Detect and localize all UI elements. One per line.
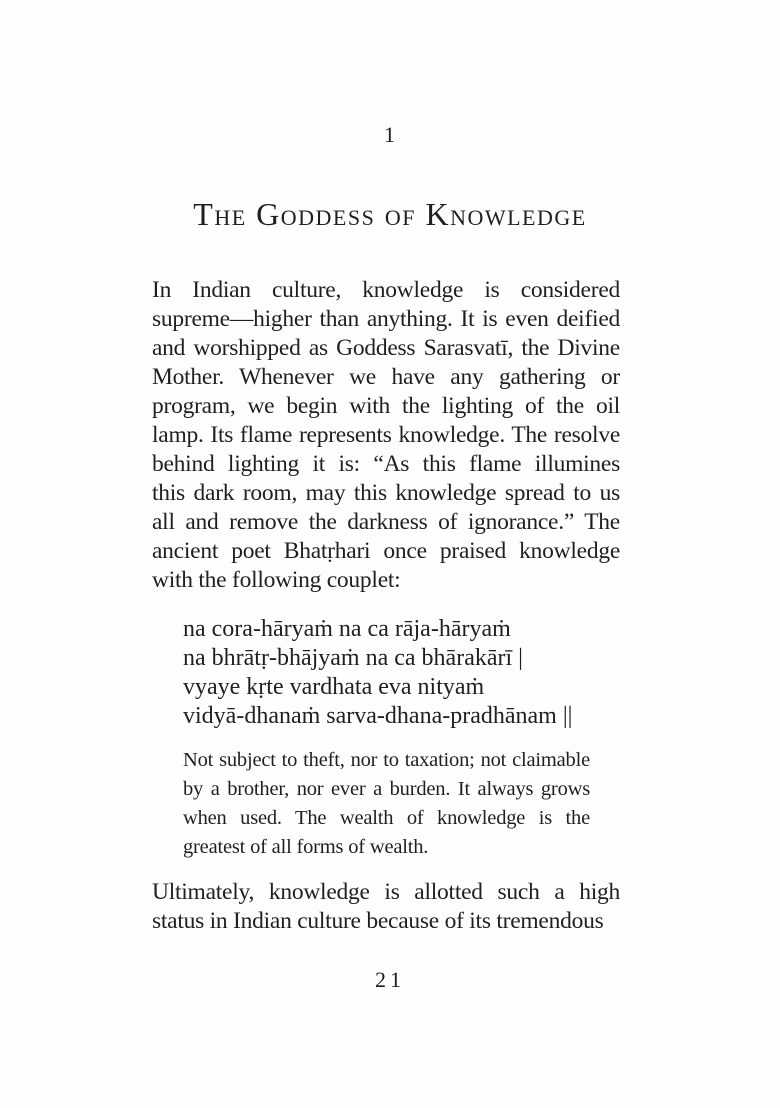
text-line: all and remove the darkness of ignorance.” The [152,509,620,535]
text-line: lamp. Its flame represents knowledge. The resolve [152,422,620,448]
text-line: Not subject to theft, nor to taxation; not claimable [183,749,590,771]
text-line: by a brother, nor ever a burden. It always grows [183,778,590,800]
body-paragraph-1 [152,276,620,595]
chapter-title: The Goddess of Knowledge [193,196,587,232]
text-line: na bhrātṛ-bhājyaṁ na ca bhārakārī | [183,645,523,671]
chapter-number: 1 [384,122,396,147]
text-line: this dark room, may this knowledge spread to us [152,480,620,506]
text-line: with the following couplet: [152,567,401,593]
text-line: supreme—higher than anything. It is even deified [152,306,620,332]
text-line: In Indian culture, knowledge is considered [152,277,620,303]
text-line: status in Indian culture because of its tremendous [152,908,604,934]
text-line: vyaye kṛte vardhata eva nityaṁ [183,674,485,700]
text-column [152,276,620,936]
verse-translation [183,746,590,862]
text-line: greatest of all forms of wealth. [183,836,429,858]
body-paragraph-2 [152,878,620,936]
text-line: ancient poet Bhatṛhari once praised knowledge [152,538,620,564]
text-line: program, we begin with the lighting of the oil [152,393,620,419]
text-line: Mother. Whenever we have any gathering or [152,364,620,390]
page-number: 21 [375,967,405,992]
text-line: na cora-hāryaṁ na ca rāja-hāryaṁ [183,616,511,642]
text-line: when used. The wealth of knowledge is the [183,807,590,829]
text-line: and worshipped as Goddess Sarasvatī, the Divine [152,335,620,361]
text-line: vidyā-dhanaṁ sarva-dhana-pradhānam || [183,703,573,729]
text-line: Ultimately, knowledge is allotted such a high [152,879,620,905]
sanskrit-verse [183,615,620,731]
text-line: behind lighting it is: “As this flame illumines [152,451,620,477]
